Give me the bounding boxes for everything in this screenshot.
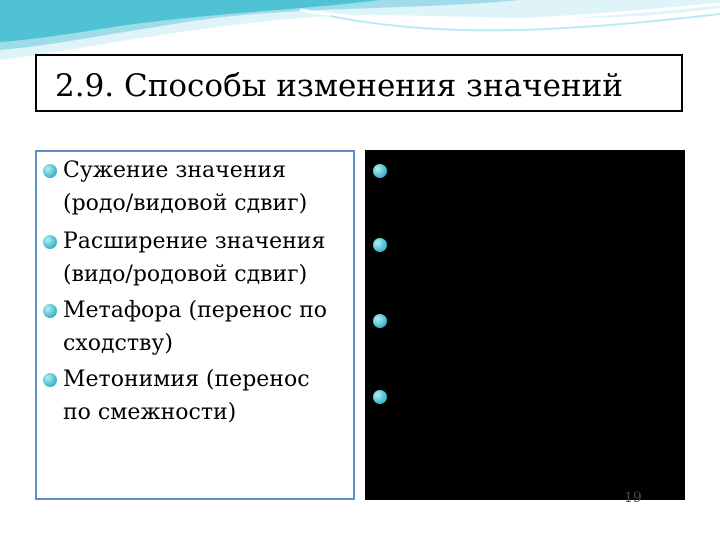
bullet-icon [373, 164, 387, 178]
left-item-1-line1: Сужение значения [63, 158, 286, 183]
example-text: золото волос [499, 308, 659, 333]
right-content-box [365, 150, 685, 500]
bullet-icon [43, 164, 57, 178]
bullet-icon [43, 235, 57, 249]
right-item-4-line2: спит) [395, 417, 466, 442]
left-content-box [35, 150, 355, 500]
left-item-4-line1: Метонимия (перенос [63, 367, 310, 392]
left-item-2-line2: (видо/родовой сдвиг) [63, 262, 308, 287]
bullet-icon [373, 390, 387, 404]
right-item-1: A > Ab (муж пришел) [395, 158, 651, 183]
left-item-2-line1: Расширение значения [63, 229, 326, 254]
title-box [35, 54, 683, 112]
example-text: муж пришел [488, 158, 643, 183]
example-text: стирать белье [488, 232, 669, 257]
example-text: весь табор [533, 384, 666, 409]
left-item-4-line2: по смежности) [63, 400, 237, 425]
page-number: 19 [624, 490, 642, 506]
right-item-3: Ac > Bc (золото волос) [395, 308, 668, 333]
bullet-icon [43, 304, 57, 318]
bullet-icon [373, 238, 387, 252]
left-item-3-line2: сходству) [63, 331, 173, 356]
right-item-2: Ab > A (стирать белье) [395, 232, 678, 257]
left-item-3-line1: Метафора (перенос по [63, 298, 327, 323]
bullet-icon [43, 373, 57, 387]
slide-title: 2.9. Способы изменения значений [55, 68, 623, 104]
bullet-icon [373, 314, 387, 328]
right-item-4-line1: A (b) > B a (весь табор [395, 384, 666, 409]
example-text: спит [395, 417, 457, 442]
left-item-1-line2: (родо/видовой сдвиг) [63, 191, 308, 216]
